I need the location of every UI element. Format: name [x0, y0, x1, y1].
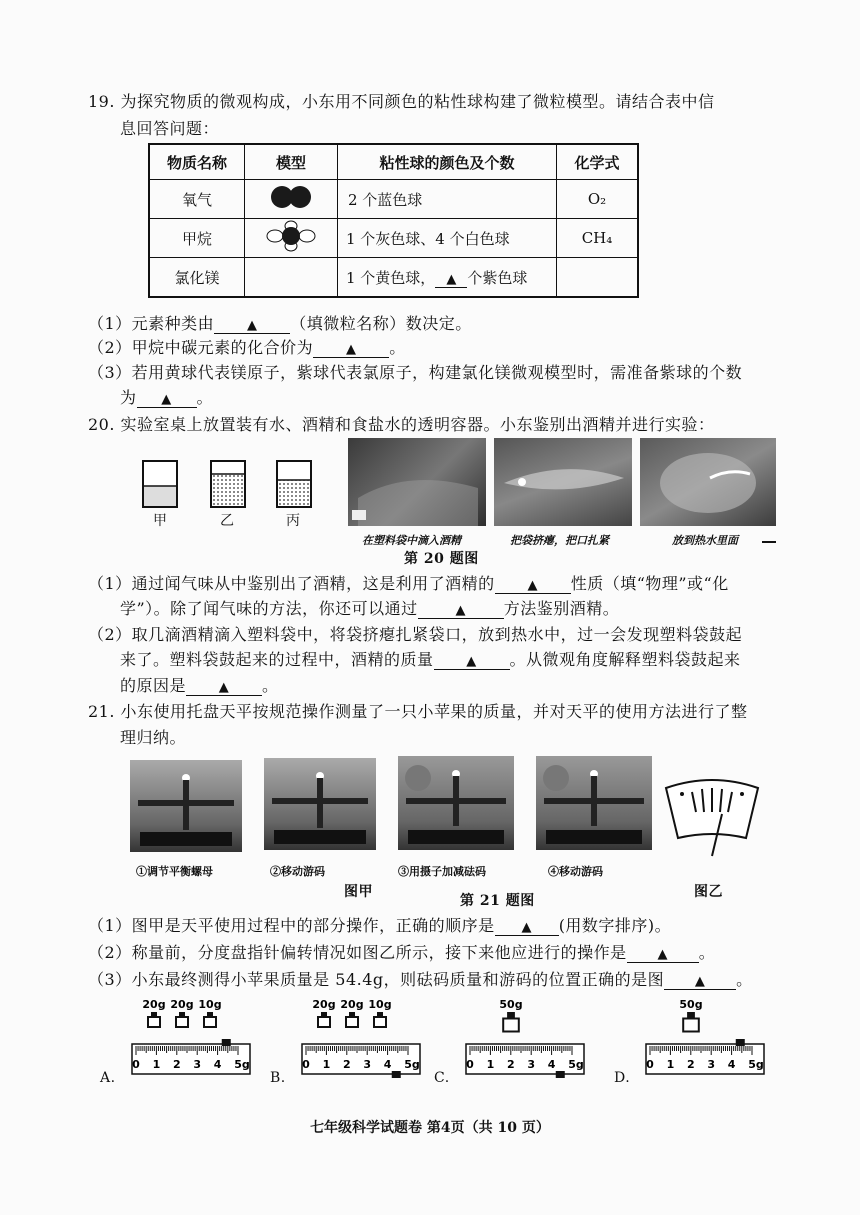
q19-sub3-line2	[120, 386, 213, 410]
q21-sub1	[88, 914, 671, 938]
photo-hot-water	[640, 438, 776, 526]
answer-marker: ▲	[446, 271, 457, 287]
weight-10g	[368, 998, 391, 1027]
scale-tick-label: 5g	[404, 1058, 420, 1071]
answer-blank[interactable]	[435, 269, 467, 288]
q19-sub3-suffix: 。	[196, 388, 214, 407]
q19-row3-desc-suffix: 个紫色球	[467, 268, 528, 287]
scale-tick-label: 5g	[748, 1058, 764, 1071]
q21-figure-label: 第 21 题图	[460, 893, 535, 909]
weight-label: 20g	[312, 998, 336, 1011]
q20-sub1-line1-prefix: （1）通过闻气味从中鉴别出了酒精，这是利用了酒精的	[88, 574, 495, 593]
weight-10g	[198, 998, 221, 1027]
scale-tick-label: 4	[213, 1058, 222, 1071]
beaker-label-bing: 丙	[286, 513, 301, 529]
answer-blank[interactable]	[495, 917, 559, 936]
table-row	[149, 180, 638, 219]
scale-tick-label: 3	[527, 1058, 536, 1071]
q20-sub1-line1	[88, 572, 729, 596]
q20-sub2-line2-prefix: 来了。塑料袋鼓起来的过程中，酒精的质量	[120, 650, 434, 669]
q19-sub3-line1: （3）若用黄球代表镁原子，紫球代表氯原子，构建氯化镁微观模型时，需准备紫球的个数	[88, 363, 743, 382]
rider	[222, 1039, 231, 1046]
scale-tick-label: 2	[172, 1058, 181, 1071]
answer-marker: ▲	[694, 974, 706, 989]
q21-fig-b-label: 图乙	[694, 884, 723, 900]
option-diagram	[122, 996, 272, 1086]
scale-tick-label: 1	[152, 1058, 161, 1071]
photo-move-rider-2	[536, 756, 652, 850]
q19-sub2	[88, 336, 406, 360]
q19-row1-name: 氧气	[149, 180, 245, 219]
caption-move-rider-1: ②移动游码	[270, 865, 325, 878]
q21-stem-line2: 理归纳。	[120, 728, 187, 747]
q20-sub2-line1: （2）取几滴酒精滴入塑料袋中，将袋挤瘪扎紧袋口，放到热水中，过一会发现塑料袋鼓起	[88, 625, 743, 644]
q19-header-formula: 化学式	[557, 144, 639, 180]
q19-row1-formula: O₂	[557, 180, 639, 219]
weight-label: 10g	[198, 998, 222, 1011]
scale-tick-label: 2	[342, 1058, 351, 1071]
q20-sub1-line2	[120, 597, 619, 621]
beaker-bing	[274, 458, 316, 514]
q20-sub2-line2	[120, 648, 741, 672]
q21-sub1-suffix: (用数字排序)。	[558, 916, 672, 935]
q21-sub3-suffix: 。	[736, 970, 753, 989]
q19-sub3-prefix: 为	[120, 388, 137, 407]
scale-tick-label: 0	[302, 1058, 310, 1071]
answer-marker: ▲	[246, 318, 258, 333]
table-row	[149, 258, 638, 298]
q20-sub2-line3	[120, 674, 279, 698]
scale-tick-label: 0	[132, 1058, 140, 1071]
q21-fig-a-label: 图甲	[344, 884, 373, 900]
caption-adjust-nut: ①调节平衡螺母	[136, 865, 213, 878]
caption-drip-alcohol: 在塑料袋中滴入酒精	[362, 534, 461, 547]
scale-tick-label: 3	[193, 1058, 202, 1071]
answer-blank[interactable]	[495, 575, 571, 594]
q21-sub3-prefix: （3）小东最终测得小苹果质量是 54.4g，则砝码质量和游码的位置正确的是图	[88, 970, 665, 989]
q19-row2-formula: CH₄	[557, 219, 639, 258]
scale-tick-label: 2	[506, 1058, 515, 1071]
q21-sub2	[88, 941, 715, 965]
option-letter: B.	[270, 1070, 286, 1086]
answer-blank[interactable]	[434, 651, 510, 670]
caption-hot-water: 放到热水里面	[672, 534, 738, 547]
weight-20g	[340, 998, 363, 1027]
option-letter: C.	[434, 1070, 450, 1086]
q20-figure-label: 第 20 题图	[404, 551, 479, 567]
answer-blank[interactable]	[313, 339, 389, 358]
q21-sub2-prefix: （2）称量前，分度盘指针偏转情况如图乙所示，接下来他应进行的操作是	[88, 943, 627, 962]
methane-model-icon	[245, 219, 338, 258]
q21-stem-line1: 21. 小东使用托盘天平按规范操作测量了一只小苹果的质量，并对天平的使用方法进行了整	[88, 702, 748, 721]
scale-tick-label: 5g	[234, 1058, 250, 1071]
scale-tick-label: 0	[466, 1058, 474, 1071]
answer-marker: ▲	[521, 920, 532, 935]
q19-row3-model	[245, 258, 338, 298]
q20-sub1-line2-suffix: 方法鉴别酒精。	[503, 599, 620, 618]
q19-stem-line1: 19. 为探究物质的微观构成，小东用不同颜色的粘性球构建了微粒模型。请结合表中信	[88, 92, 715, 111]
scale-tick-label: 3	[707, 1058, 716, 1071]
q20-sub2-line3-prefix: 的原因是	[120, 676, 187, 695]
table-row	[149, 219, 638, 258]
caption-squeeze-bag: 把袋挤瘪，把口扎紧	[510, 534, 609, 547]
scale-tick-label: 1	[666, 1058, 675, 1071]
answer-marker: ▲	[161, 392, 172, 407]
q19-table	[148, 143, 639, 298]
option-c[interactable]	[434, 996, 610, 1096]
option-d[interactable]	[614, 996, 790, 1096]
q19-row1-desc: 2 个蓝色球	[338, 180, 557, 219]
photo-adjust-nut	[130, 760, 242, 852]
answer-blank[interactable]	[186, 677, 262, 696]
option-letter: D.	[614, 1070, 631, 1086]
q19-row3-formula	[557, 258, 639, 298]
q19-header-name: 物质名称	[149, 144, 245, 180]
q21-sub3	[88, 968, 753, 992]
scale-tick-label: 4	[383, 1058, 392, 1071]
answer-marker: ▲	[657, 947, 668, 962]
pointer-scale-diagram	[660, 770, 764, 866]
answer-blank[interactable]	[664, 971, 736, 990]
q19-row2-desc: 1 个灰色球、4 个白色球	[338, 219, 557, 258]
photo-move-rider-1	[264, 758, 376, 850]
q21-sub1-prefix: （1）图甲是天平使用过程中的部分操作，正确的顺序是	[88, 916, 495, 935]
beaker-jia	[140, 458, 182, 514]
photo-squeeze-bag	[494, 438, 632, 526]
photo-drip-alcohol	[348, 438, 486, 526]
answer-marker: ▲	[466, 654, 477, 669]
weight-20g	[142, 998, 165, 1027]
photo-add-weights	[398, 756, 514, 850]
weight-20g	[170, 998, 193, 1027]
beaker-label-yi: 乙	[220, 513, 235, 529]
answer-marker: ▲	[527, 578, 538, 593]
q20-sub2-line2-suffix: 。从微观角度解释塑料袋鼓起来	[509, 650, 741, 669]
option-diagram	[636, 996, 786, 1086]
q19-row3-desc	[338, 258, 557, 298]
weight-50g	[679, 998, 702, 1032]
rider	[736, 1039, 745, 1046]
q20-sub1-line1-suffix: 性质（填“物理”或“化	[570, 574, 729, 593]
q19-header-desc: 粘性球的颜色及个数	[338, 144, 557, 180]
answer-blank[interactable]	[418, 600, 504, 619]
q20-stem: 20. 实验室桌上放置装有水、酒精和食盐水的透明容器。小东鉴别出酒精并进行实验：	[88, 415, 715, 434]
q19-sub1-prefix: （1）元素种类由	[88, 314, 215, 333]
scale-tick-label: 1	[322, 1058, 331, 1071]
oxygen-model-icon	[245, 180, 338, 219]
q19-row2-name: 甲烷	[149, 219, 245, 258]
weight-label: 50g	[679, 998, 703, 1011]
option-a[interactable]	[100, 996, 276, 1096]
option-letter: A.	[100, 1070, 116, 1086]
scale-tick-label: 4	[547, 1058, 556, 1071]
weight-label: 10g	[368, 998, 392, 1011]
q20-sub1-line2-prefix: 学”）。除了闻气味的方法，你还可以通过	[120, 599, 418, 618]
q19-sub2-suffix: 。	[389, 338, 406, 357]
option-diagram	[456, 996, 606, 1086]
q20-sub2-line3-suffix: 。	[262, 676, 279, 695]
answer-blank[interactable]	[214, 315, 290, 334]
weight-label: 20g	[170, 998, 194, 1011]
page-footer: 七年级科学试题卷 第4页（共 10 页）	[310, 1120, 550, 1136]
scale-tick-label: 4	[727, 1058, 736, 1071]
answer-blank[interactable]	[137, 389, 197, 408]
weight-label: 50g	[499, 998, 523, 1011]
beaker-label-jia: 甲	[153, 513, 168, 529]
weight-label: 20g	[142, 998, 166, 1011]
q19-sub2-prefix: （2）甲烷中碳元素的化合价为	[88, 338, 314, 357]
rider	[556, 1071, 565, 1078]
answer-marker: ▲	[218, 680, 230, 695]
q19-row3-name: 氯化镁	[149, 258, 245, 298]
answer-blank[interactable]	[627, 944, 699, 963]
q19-row3-desc-prefix: 1 个黄色球，	[346, 268, 436, 287]
q19-sub1	[88, 312, 472, 336]
rider	[392, 1071, 401, 1078]
weight-50g	[499, 998, 522, 1032]
q21-sub2-suffix: 。	[698, 943, 716, 962]
option-b[interactable]	[270, 996, 446, 1096]
weight-20g	[312, 998, 335, 1027]
answer-marker: ▲	[455, 603, 466, 618]
scale-tick-label: 5g	[568, 1058, 584, 1071]
divider-mark	[762, 541, 776, 543]
beaker-yi	[208, 458, 250, 514]
q19-sub1-suffix: （填微粒名称）数决定。	[290, 314, 472, 333]
caption-move-rider-2: ④移动游码	[548, 865, 603, 878]
caption-add-weights: ③用摄子加减砝码	[398, 865, 486, 878]
q19-header-model: 模型	[245, 144, 338, 180]
answer-marker: ▲	[345, 342, 357, 357]
option-diagram	[292, 996, 442, 1086]
scale-tick-label: 1	[486, 1058, 495, 1071]
q21-options	[0, 996, 860, 1096]
q19-stem-line2: 息回答问题：	[120, 119, 220, 138]
scale-tick-label: 2	[686, 1058, 695, 1071]
scale-tick-label: 3	[363, 1058, 372, 1071]
weight-label: 20g	[340, 998, 364, 1011]
scale-tick-label: 0	[646, 1058, 654, 1071]
